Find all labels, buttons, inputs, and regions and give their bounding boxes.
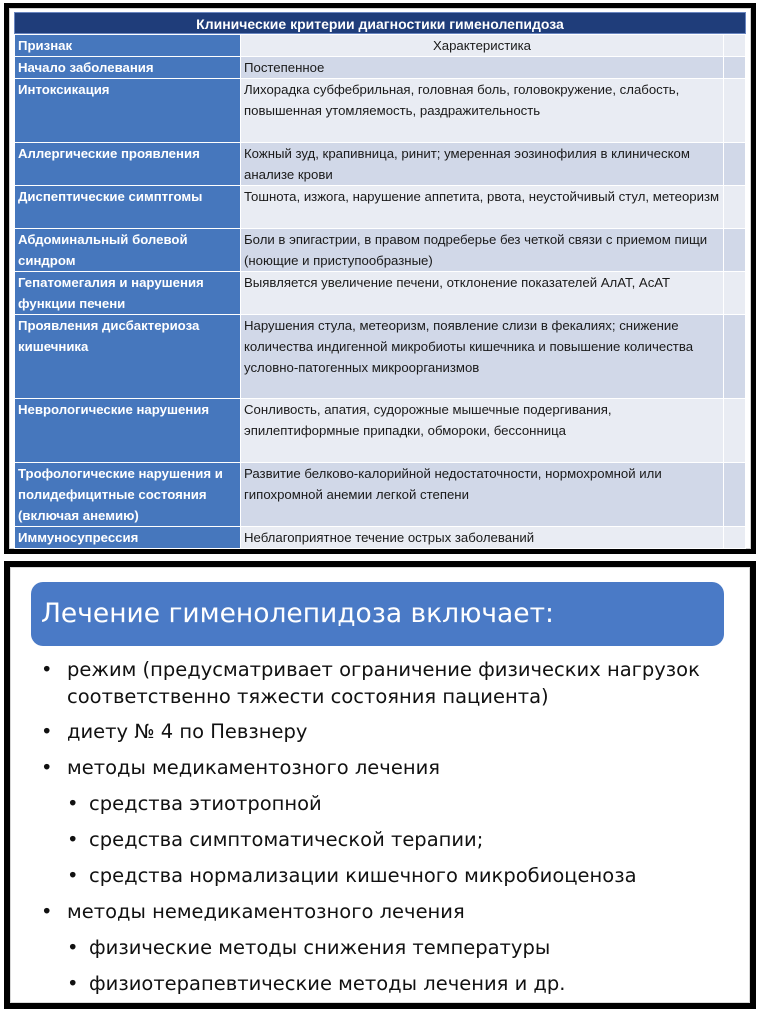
table-row	[15, 229, 746, 272]
bullet-icon: •	[67, 828, 79, 851]
list-item	[41, 718, 741, 745]
header-pad	[724, 35, 746, 57]
row-sign: Диспептические симптгомы	[15, 186, 241, 229]
table-row	[15, 315, 746, 399]
table-title: Клинические критерии диагностики гименолепидоза	[14, 12, 746, 34]
list-item-text: физические методы снижения температуры	[89, 936, 551, 959]
treatment-list	[41, 656, 741, 1006]
row-sign: Интоксикация	[15, 79, 241, 143]
sub-list-item	[41, 862, 741, 889]
table-row	[15, 399, 746, 463]
table-row	[15, 272, 746, 315]
table-header-row	[15, 35, 746, 57]
table-row	[15, 79, 746, 143]
row-sign: Неврологические нарушения	[15, 399, 241, 463]
treatment-heading: Лечение гименолепидоза включает:	[31, 582, 724, 646]
list-item-text: физиотерапевтические методы лечения и др.	[89, 972, 566, 995]
list-item-text: режим (предусматривает ограничение физических нагрузок соответственно тяжести состояния пациента)	[67, 658, 700, 708]
table-row	[15, 57, 746, 79]
list-item-text: диету № 4 по Певзнеру	[67, 720, 308, 743]
row-desc: Кожный зуд, крапивница, ринит; умеренная эозинофилия в клиническом анализе крови	[241, 143, 724, 186]
bullet-icon: •	[67, 792, 79, 815]
header-sign: Признак	[15, 35, 241, 57]
table-row	[15, 463, 746, 527]
row-desc: Тошнота, изжога, нарушение аппетита, рвота, неустойчивый стул, метеоризм	[241, 186, 724, 229]
bullet-icon: •	[67, 864, 79, 887]
header-characteristic: Характеристика	[241, 35, 724, 57]
bullet-icon: •	[41, 658, 53, 681]
list-item	[41, 754, 741, 781]
criteria-table	[14, 34, 746, 549]
row-sign: Аллергические проявления	[15, 143, 241, 186]
list-item	[41, 898, 741, 925]
bullet-icon: •	[41, 720, 53, 743]
bullet-icon: •	[41, 756, 53, 779]
bullet-icon: •	[67, 972, 79, 995]
table-row	[15, 143, 746, 186]
row-sign: Начало заболевания	[15, 57, 241, 79]
table-row	[15, 186, 746, 229]
bullet-icon: •	[41, 900, 53, 923]
row-desc: Сонливость, апатия, судорожные мышечные подергивания, эпилептиформные припадки, обмороки, бессонница	[241, 399, 724, 463]
criteria-slide	[4, 3, 756, 554]
list-item-text: средства нормализации кишечного микробиоценоза	[89, 864, 637, 887]
treatment-slide	[4, 561, 756, 1009]
row-desc: Лихорадка субфебрильная, головная боль, головокружение, слабость, повышенная утомляемость, раздражительность	[241, 79, 724, 143]
list-item-text: средства симптоматической терапии;	[89, 828, 484, 851]
row-desc: Развитие белково-калорийной недостаточности, нормохромной или гипохромной анемии легкой степени	[241, 463, 724, 527]
bullet-icon: •	[67, 936, 79, 959]
row-desc: Неблагоприятное течение острых заболеваний	[241, 527, 724, 549]
row-desc: Боли в эпигастрии, в правом подреберье без четкой связи с приемом пищи (ноющие и приступообразные)	[241, 229, 724, 272]
list-item	[41, 656, 741, 710]
row-desc: Выявляется увеличение печени, отклонение показателей АлАТ, АсАТ	[241, 272, 724, 315]
sub-list-item	[41, 934, 741, 961]
sub-list-item	[41, 826, 741, 853]
list-item-text: средства этиотропной	[89, 792, 322, 815]
row-desc: Нарушения стула, метеоризм, появление слизи в фекалиях; снижение количества индигенной микробиоты кишечника и повышение количества условно-патогенных микроорганизмов	[241, 315, 724, 399]
treatment-slide-body	[10, 567, 750, 1003]
row-desc: Постепенное	[241, 57, 724, 79]
row-sign: Трофологические нарушения и полидефицитные состояния (включая анемию)	[15, 463, 241, 527]
table-row	[15, 527, 746, 549]
list-item-text: методы немедикаментозного лечения	[67, 900, 465, 923]
sub-list-item	[41, 790, 741, 817]
row-sign: Проявления дисбактериоза кишечника	[15, 315, 241, 399]
sub-list-item	[41, 970, 741, 997]
row-sign: Иммуносупрессия	[15, 527, 241, 549]
criteria-slide-body	[9, 8, 751, 549]
row-sign: Гепатомегалия и нарушения функции печени	[15, 272, 241, 315]
row-sign: Абдоминальный болевой синдром	[15, 229, 241, 272]
list-item-text: методы медикаментозного лечения	[67, 756, 440, 779]
